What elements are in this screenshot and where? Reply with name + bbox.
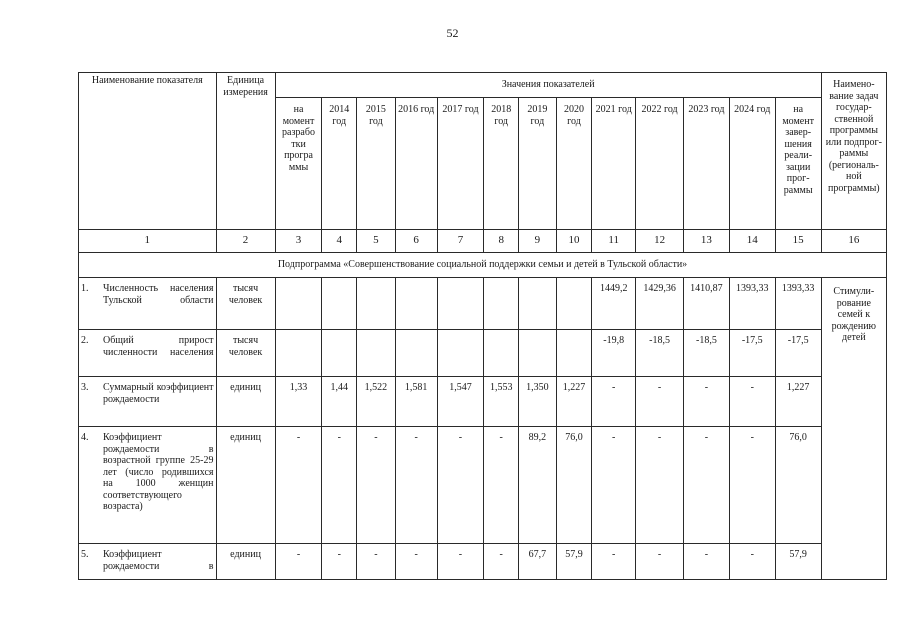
- year-header-cell: 2019 год: [519, 98, 557, 230]
- indicator-name-cell: [79, 377, 217, 427]
- value-cell: -: [592, 427, 636, 544]
- value-cell: 76,0: [775, 427, 821, 544]
- value-cell: -: [592, 377, 636, 427]
- value-cell: -: [437, 544, 484, 580]
- value-cell: [484, 330, 519, 377]
- table-row: [79, 330, 887, 377]
- value-cell: [519, 278, 557, 330]
- value-cell: 57,9: [556, 544, 592, 580]
- year-header-cell: 2020 год: [556, 98, 592, 230]
- value-cell: 1,227: [775, 377, 821, 427]
- indicator-name: Численность населения Тульской области: [103, 283, 214, 306]
- column-number: 9: [519, 230, 557, 253]
- value-cell: [275, 330, 322, 377]
- value-cell: -: [275, 427, 322, 544]
- value-cell: 1,581: [395, 377, 437, 427]
- value-cell: -18,5: [684, 330, 730, 377]
- value-cell: -: [484, 544, 519, 580]
- value-cell: [437, 330, 484, 377]
- table-row: [79, 544, 887, 580]
- year-header-cell: 2014 год: [322, 98, 357, 230]
- value-cell: -: [684, 544, 730, 580]
- indicator-name-cell: [79, 427, 217, 544]
- year-header-cell: 2018 год: [484, 98, 519, 230]
- value-cell: -: [322, 544, 357, 580]
- indicator-name: Коэффициент рождаемости в: [103, 549, 214, 572]
- indicator-name-cell: [79, 544, 217, 580]
- value-cell: [437, 278, 484, 330]
- value-cell: -: [395, 544, 437, 580]
- indicator-name-cell: [79, 278, 217, 330]
- value-cell: [395, 278, 437, 330]
- value-cell: 1,227: [556, 377, 592, 427]
- page-number: 52: [446, 26, 459, 40]
- unit-cell: тысяч человек: [216, 278, 275, 330]
- value-cell: 1393,33: [729, 278, 775, 330]
- subprogram-title: Подпрограмма «Совершенствование социальной поддержки семьи и детей в Тульской области»: [79, 253, 887, 278]
- value-cell: -: [729, 427, 775, 544]
- header-values: Значения показателей: [275, 73, 821, 98]
- task-cell: Стимули-рование семей к рождению детей: [821, 278, 886, 580]
- year-header-cell: 2017 год: [437, 98, 484, 230]
- value-cell: 76,0: [556, 427, 592, 544]
- value-cell: [556, 330, 592, 377]
- value-cell: -: [729, 544, 775, 580]
- year-header-cell: 2016 год: [395, 98, 437, 230]
- value-cell: -: [592, 544, 636, 580]
- column-number: 14: [729, 230, 775, 253]
- value-cell: [519, 330, 557, 377]
- table-row: [79, 427, 887, 544]
- value-cell: -: [636, 427, 684, 544]
- column-number: 12: [636, 230, 684, 253]
- value-cell: -: [636, 377, 684, 427]
- column-number: 2: [216, 230, 275, 253]
- unit-cell: тысяч человек: [216, 330, 275, 377]
- header-name: Наименование показателя: [79, 73, 217, 230]
- value-cell: -: [437, 427, 484, 544]
- row-number: 4.: [81, 432, 89, 443]
- value-cell: 1,44: [322, 377, 357, 427]
- value-cell: -: [636, 544, 684, 580]
- column-number: 8: [484, 230, 519, 253]
- value-cell: [322, 278, 357, 330]
- row-number: 1.: [81, 283, 89, 294]
- indicators-table: [78, 72, 887, 580]
- table-row: [79, 377, 887, 427]
- column-number: 16: [821, 230, 886, 253]
- row-number: 2.: [81, 335, 89, 346]
- value-cell: 89,2: [519, 427, 557, 544]
- column-number: 5: [357, 230, 396, 253]
- value-cell: [484, 278, 519, 330]
- header-unit: Единица измерения: [216, 73, 275, 230]
- value-cell: 57,9: [775, 544, 821, 580]
- column-number: 3: [275, 230, 322, 253]
- value-cell: -: [322, 427, 357, 544]
- year-header-cell: 2023 год: [684, 98, 730, 230]
- value-cell: -: [357, 544, 396, 580]
- value-cell: 1,33: [275, 377, 322, 427]
- value-cell: 1,553: [484, 377, 519, 427]
- unit-cell: единиц: [216, 544, 275, 580]
- value-cell: [395, 330, 437, 377]
- value-cell: -17,5: [729, 330, 775, 377]
- value-cell: 1449,2: [592, 278, 636, 330]
- value-cell: [357, 330, 396, 377]
- value-cell: -17,5: [775, 330, 821, 377]
- value-cell: [357, 278, 396, 330]
- row-number: 5.: [81, 549, 89, 560]
- year-header-cell: на момент разрабо тки програ ммы: [275, 98, 322, 230]
- column-number: 13: [684, 230, 730, 253]
- column-number: 11: [592, 230, 636, 253]
- value-cell: 1429,36: [636, 278, 684, 330]
- value-cell: 1,522: [357, 377, 396, 427]
- unit-cell: единиц: [216, 377, 275, 427]
- indicator-name: Коэффициент рождаемости в возрастной группе 25-29 лет (число родившихся на 1000 женщин соответствующего возраста): [103, 432, 214, 512]
- value-cell: [275, 278, 322, 330]
- value-cell: -19,8: [592, 330, 636, 377]
- value-cell: -: [484, 427, 519, 544]
- value-cell: -: [275, 544, 322, 580]
- unit-cell: единиц: [216, 427, 275, 544]
- indicator-name: Суммарный коэффициент рождаемости: [103, 382, 214, 405]
- value-cell: -18,5: [636, 330, 684, 377]
- column-number: 6: [395, 230, 437, 253]
- column-number: 15: [775, 230, 821, 253]
- year-header-cell: 2024 год: [729, 98, 775, 230]
- value-cell: 67,7: [519, 544, 557, 580]
- column-number: 7: [437, 230, 484, 253]
- value-cell: -: [395, 427, 437, 544]
- indicator-name: Общий прирост численности населения: [103, 335, 214, 358]
- value-cell: 1393,33: [775, 278, 821, 330]
- value-cell: 1,547: [437, 377, 484, 427]
- value-cell: 1,350: [519, 377, 557, 427]
- year-header-cell: на момент завер-шения реали-зации прог-раммы: [775, 98, 821, 230]
- year-header-cell: 2022 год: [636, 98, 684, 230]
- value-cell: -: [729, 377, 775, 427]
- year-header-cell: 2021 год: [592, 98, 636, 230]
- year-header-cell: 2015 год: [357, 98, 396, 230]
- value-cell: -: [684, 427, 730, 544]
- table-row: [79, 278, 887, 330]
- value-cell: [322, 330, 357, 377]
- row-number: 3.: [81, 382, 89, 393]
- column-number: 4: [322, 230, 357, 253]
- column-number: 1: [79, 230, 217, 253]
- value-cell: [556, 278, 592, 330]
- value-cell: 1410,87: [684, 278, 730, 330]
- indicator-name-cell: [79, 330, 217, 377]
- header-tasks: Наимено-вание задач государ-ственной программы или подпрог-раммы (региональ-ной программы): [821, 73, 886, 230]
- column-number: 10: [556, 230, 592, 253]
- value-cell: -: [684, 377, 730, 427]
- value-cell: -: [357, 427, 396, 544]
